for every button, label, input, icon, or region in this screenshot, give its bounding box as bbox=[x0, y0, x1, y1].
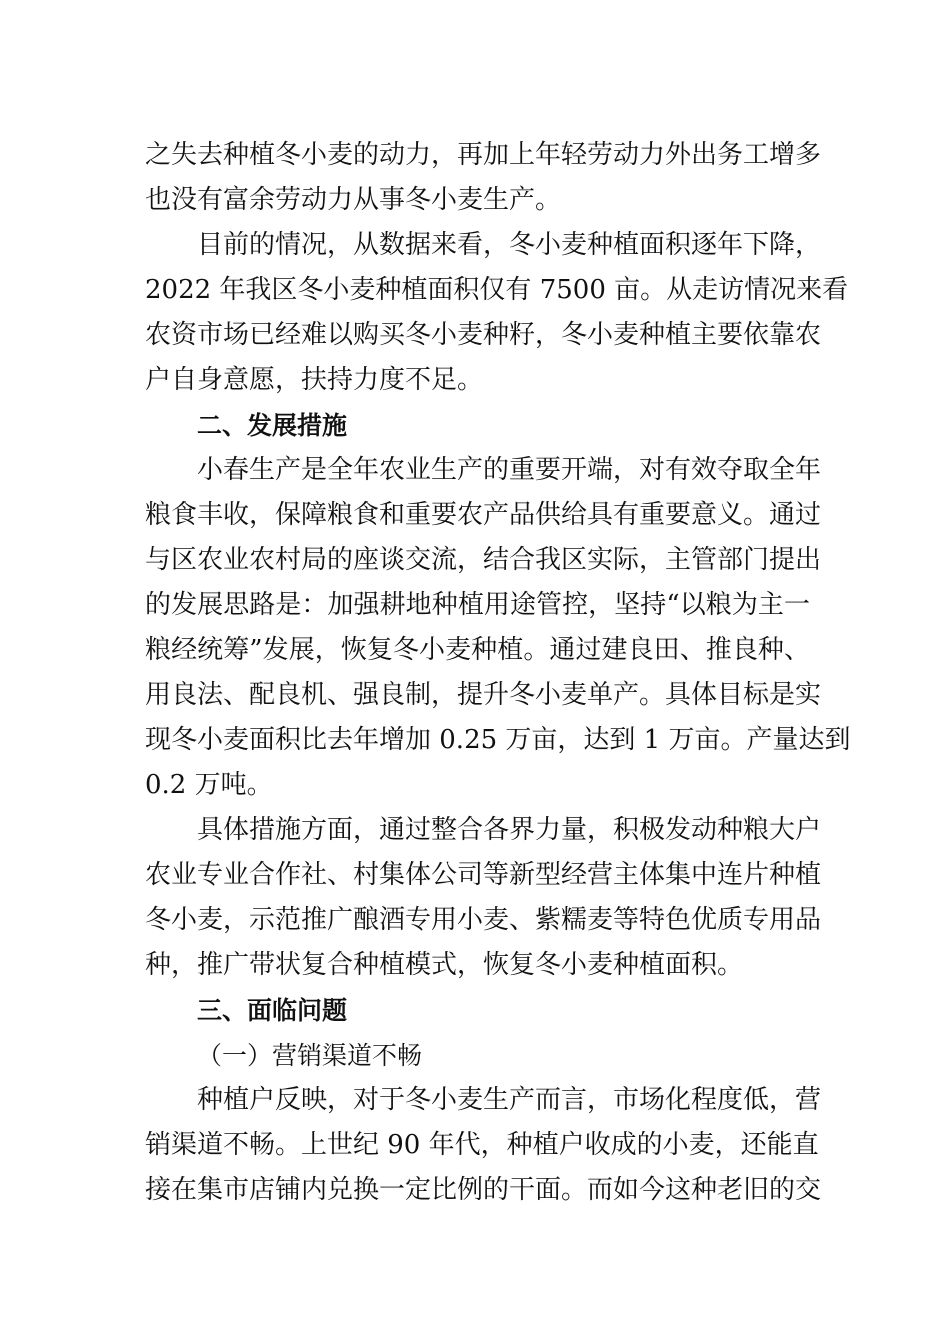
text-line: 冬小麦，示范推广酿酒专用小麦、紫糯麦等特色优质专用品 bbox=[145, 905, 822, 935]
text-line: 农资市场已经难以购买冬小麦种籽，冬小麦种植主要依靠农 bbox=[145, 320, 822, 350]
section-heading-development-measures: 二、发展措施 bbox=[197, 411, 348, 440]
text-line: 0.2 万吨。 bbox=[145, 770, 273, 800]
paragraph-current-situation bbox=[145, 223, 849, 403]
text-line: 小春生产是全年农业生产的重要开端，对有效夺取全年 bbox=[197, 455, 822, 485]
text-line: 粮经统筹”发展，恢复冬小麦种植。通过建良田、推良种、 bbox=[145, 635, 810, 665]
text-line: 目前的情况，从数据来看，冬小麦种植面积逐年下降， bbox=[197, 230, 822, 260]
text-line: 接在集市店铺内兑换一定比例的干面。而如今这种老旧的交 bbox=[145, 1175, 822, 1205]
text-line: 户自身意愿，扶持力度不足。 bbox=[145, 365, 484, 395]
section-heading-problems: 三、面临问题 bbox=[197, 996, 348, 1025]
text-line: 的发展思路是：加强耕地种植用途管控，坚持“以粮为主一 bbox=[145, 590, 810, 620]
text-line: 也没有富余劳动力从事冬小麦生产。 bbox=[145, 185, 562, 215]
paragraph-continuation bbox=[145, 133, 822, 223]
text-line: 与区农业农村局的座谈交流，结合我区实际，主管部门提出 bbox=[145, 545, 822, 575]
text-line: 销渠道不畅。上世纪 90 年代，种植户收成的小麦，还能直 bbox=[145, 1130, 819, 1160]
text-line: 2022 年我区冬小麦种植面积仅有 7500 亩。从走访情况来看 bbox=[145, 275, 849, 305]
text-line: 种植户反映，对于冬小麦生产而言，市场化程度低，营 bbox=[197, 1085, 822, 1115]
text-line: 之失去种植冬小麦的动力，再加上年轻劳动力外出务工增多 bbox=[145, 140, 822, 170]
paragraph-specific-measures bbox=[145, 808, 822, 988]
document-body bbox=[145, 133, 851, 1213]
text-line: 粮食丰收，保障粮食和重要农产品供给具有重要意义。通过 bbox=[145, 500, 822, 530]
subsection-heading-marketing-channels: （一）营销渠道不畅 bbox=[197, 1041, 423, 1070]
text-line: 用良法、配良机、强良制，提升冬小麦单产。具体目标是实 bbox=[145, 680, 822, 710]
paragraph-growers-feedback bbox=[145, 1078, 822, 1213]
text-line: 农业专业合作社、村集体公司等新型经营主体集中连片种植 bbox=[145, 860, 822, 890]
paragraph-spring-production bbox=[145, 448, 851, 808]
text-line: 现冬小麦面积比去年增加 0.25 万亩，达到 1 万亩。产量达到 bbox=[145, 725, 851, 755]
text-line: 具体措施方面，通过整合各界力量，积极发动种粮大户 bbox=[197, 815, 822, 845]
text-line: 种，推广带状复合种植模式，恢复冬小麦种植面积。 bbox=[145, 950, 744, 980]
